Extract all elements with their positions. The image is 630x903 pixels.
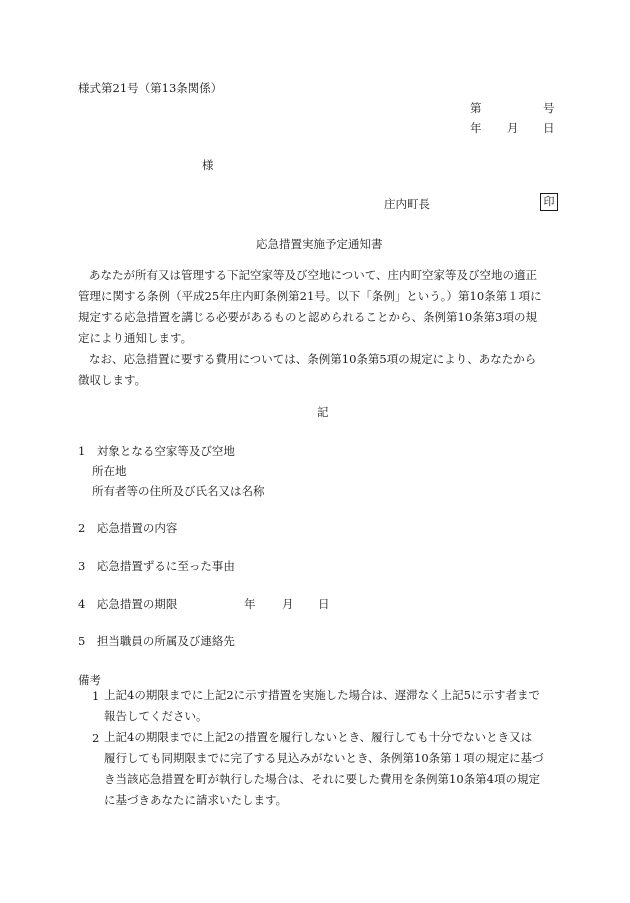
issuer-name: 庄内町長 <box>384 197 430 211</box>
item-3-heading: 3 応急措置ずるに至った事由 <box>78 559 235 573</box>
remark-1-line: 上記4の期限までに上記2に示す措置を実施した場合は、遅滞なく上記5に示す者まで <box>104 688 540 702</box>
body-paragraph-1 <box>78 265 556 349</box>
remark-2-number: 2 <box>92 731 100 745</box>
remarks-heading: 備考 <box>78 673 101 687</box>
remark-1-number: 1 <box>92 689 100 703</box>
body-paragraph-1-line: あなたが所有又は管理する下記空家等及び空地について、庄内町空家等及び空地の適正 <box>89 268 538 282</box>
item-4-year-label: 年 <box>244 597 256 611</box>
remark-2-line: に基づきあなたに請求いたします。 <box>104 793 288 807</box>
body-paragraph-2 <box>78 349 556 391</box>
item-4-heading: 4 応急措置の期限 <box>78 597 178 611</box>
remark-2-line: き当該応急措置を町が執行した場合は、それに要した費用を条例第10条第4項の規定 <box>104 772 540 786</box>
item-4-month-label: 月 <box>282 597 294 611</box>
seal-stamp: 印 <box>540 193 558 211</box>
item-1-owner-label: 所有者等の住所及び氏名又は名称 <box>92 484 265 498</box>
remark-2-line: 履行しても同期限までに完了する見込みがないとき、条例第10条第１項の規定に基づ <box>104 751 544 765</box>
remark-1-line: 報告してください。 <box>104 709 208 723</box>
item-5-heading: 5 担当職員の所属及び連絡先 <box>78 634 235 648</box>
item-4-day-label: 日 <box>318 597 330 611</box>
remark-2-line: 上記4の期限までに上記2の措置を履行しないとき、履行しても十分でないとき又は <box>104 730 533 744</box>
body-paragraph-1-line: 定により通知します。 <box>78 331 193 345</box>
remark-1-body <box>104 685 556 727</box>
form-number-label: 様式第21号（第13条関係） <box>78 81 223 95</box>
body-paragraph-2-line: 徴収します。 <box>78 373 147 387</box>
body-paragraph-2-line: なお、応急措置に要する費用については、条例第10条第5項の規定により、あなたから <box>89 352 537 366</box>
date-day-label: 日 <box>543 121 555 135</box>
item-1-heading: 1 対象となる空家等及び空地 <box>78 444 235 458</box>
addressee-suffix: 様 <box>202 158 214 172</box>
document-number-prefix: 第 <box>470 101 482 115</box>
body-paragraph-1-line: 管理に関する条例（平成25年庄内町条例第21号。以下「条例」という。）第10条第１項に <box>78 289 542 303</box>
date-month-label: 月 <box>507 121 519 135</box>
document-title: 応急措置実施予定通知書 <box>256 237 383 251</box>
remark-2-body <box>104 727 556 811</box>
date-year-label: 年 <box>470 121 482 135</box>
item-1-location-label: 所在地 <box>92 464 127 478</box>
body-paragraph-1-line: 規定する応急措置を講じる必要があるものと認められることから、条例第10条第3項の規 <box>78 310 537 324</box>
item-2-heading: 2 応急措置の内容 <box>78 521 178 535</box>
document-number-suffix: 号 <box>543 101 555 115</box>
ki-heading: 記 <box>317 405 329 419</box>
